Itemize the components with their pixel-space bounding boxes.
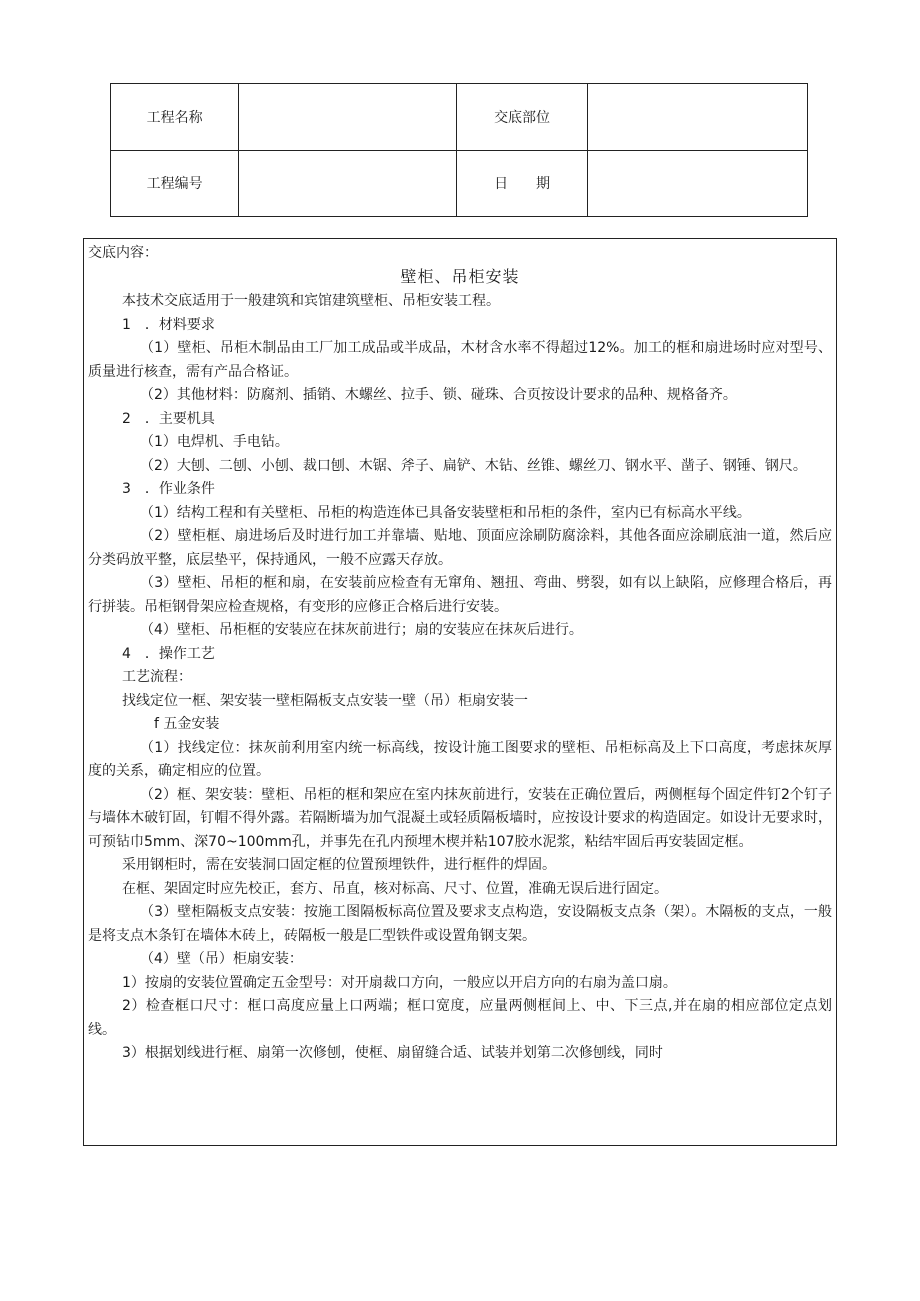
- content-paragraph: （2）其他材料：防腐剂、插销、木螺丝、拉手、锁、碰珠、合页按设计要求的品种、规格备齐。: [140, 387, 737, 403]
- content-paragraph: 在框、架固定时应先校正，套方、吊直，核对标高、尺寸、位置，准确无误后进行固定。: [122, 880, 668, 897]
- content-paragraph: （3）壁柜、吊柜的框和扇，在安装前应检查有无窜角、翘扭、弯曲、劈裂，如有以上缺陷，应修理合格后，再行拼装。吊柜钢骨架应检查规格，有变形的应修正合格后进行安装。: [88, 575, 832, 615]
- content-paragraph: 2 ．主要机具: [122, 410, 215, 427]
- project-number-value: [239, 150, 457, 217]
- content-label: 交底内容：: [88, 245, 158, 261]
- content-paragraph: （4）壁（吊）柜扇安装：: [140, 951, 303, 967]
- content-paragraph: 1）按扇的安装位置确定五金型号：对开扇裁口方向，一般应以开启方向的右扇为盖口扇。: [122, 974, 677, 991]
- header-row-1: [111, 84, 808, 151]
- handover-part-label: 交底部位: [457, 84, 587, 151]
- document-title: 壁柜、吊柜安装: [400, 267, 520, 286]
- content-paragraph: （1）结构工程和有关壁柜、吊柜的构造连体已具备安装壁柜和吊柜的条件，室内已有标高水平线。: [140, 504, 751, 521]
- date-label: 日 期: [457, 150, 587, 217]
- handover-content-box: [83, 238, 837, 1146]
- content-paragraph: （2）壁柜框、扇进场后及时进行加工并靠墙、贴地、顶面应涂刷防腐涂料，其他各面应涂刷底油一道，然后应分类码放平整，底层垫平，保持通风，一般不应露天存放。: [88, 528, 832, 568]
- content-paragraph: f 五金安装: [154, 716, 220, 732]
- project-number-label: 工程编号: [111, 150, 239, 217]
- content-paragraph: 采用钢柜时，需在安装洞口固定框的位置预埋铁件，进行框件的焊固。: [122, 857, 556, 873]
- content-paragraph: （1）壁柜、吊柜木制品由工厂加工成品或半成品，木材含水率不得超过12%。加工的框和扇进场时应对型号、质量进行核查，需有产品合格证。: [88, 340, 832, 380]
- content-body: [88, 290, 832, 1066]
- content-paragraph: （2）大刨、二刨、小刨、裁口刨、木锯、斧子、扁铲、木钻、丝锥、螺丝刀、钢水平、凿子、钢锤、钢尺。: [140, 457, 807, 474]
- header-row-2: [111, 150, 808, 217]
- date-value: [587, 150, 807, 217]
- content-paragraph: （3）壁柜隔板支点安装：按施工图隔板标高位置及要求支点构造，安设隔板支点条（架）。木隔板的支点，一般是将支点木条钉在墙体木砖上，砖隔板一般是匚型铁件或设置角钢支架。: [88, 904, 832, 944]
- content-paragraph: （2）框、架安装：壁柜、吊柜的框和架应在室内抹灰前进行，安装在正确位置后，两侧框每个固定件钉2个钉子与墙体木破钉固，钉帽不得外露。若隔断墙为加气混凝土或轻质隔板墙时，应按设计要求的构造固定。如设计无要求时，可预钻巾5mm、深70~100mm孔，并事先在孔内预埋木楔并粘107胶水泥浆，粘结牢固后再安装固定框。: [88, 786, 832, 850]
- content-paragraph: 2）检查框口尺寸：框口高度应量上口两端；框口宽度，应量两侧框间上、中、下三点,并在扇的相应部位定点划线。: [88, 998, 832, 1038]
- content-paragraph: 3）根据划线进行框、扇第一次修刨，使框、扇留缝合适、试装并划第二次修刨线，同时: [122, 1045, 663, 1061]
- handover-part-value: [587, 84, 807, 151]
- content-paragraph: 本技术交底适用于一般建筑和宾馆建筑壁柜、吊柜安装工程。: [122, 293, 500, 309]
- project-name-value: [239, 84, 457, 151]
- content-paragraph: （1）找线定位：抹灰前利用室内统一标高线，按设计施工图要求的壁柜、吊柜标高及上下口高度，考虑抹灰厚度的关系，确定相应的位置。: [88, 739, 832, 779]
- content-paragraph: （1）电焊机、手电钻。: [140, 434, 289, 450]
- header-info-table: [110, 83, 808, 217]
- content-paragraph: （4）壁柜、吊柜框的安装应在抹灰前进行；扇的安装应在抹灰后进行。: [140, 622, 583, 638]
- content-paragraph: 1 ．材料要求: [122, 316, 215, 333]
- project-name-label: 工程名称: [111, 84, 239, 151]
- content-paragraph: 工艺流程：: [122, 669, 192, 685]
- content-paragraph: 3 ．作业条件: [122, 481, 215, 497]
- content-paragraph: 找线定位一框、架安装一壁柜隔板支点安装一壁（吊）柜扇安装一: [122, 692, 528, 709]
- content-paragraph: 4 ．操作工艺: [122, 645, 215, 662]
